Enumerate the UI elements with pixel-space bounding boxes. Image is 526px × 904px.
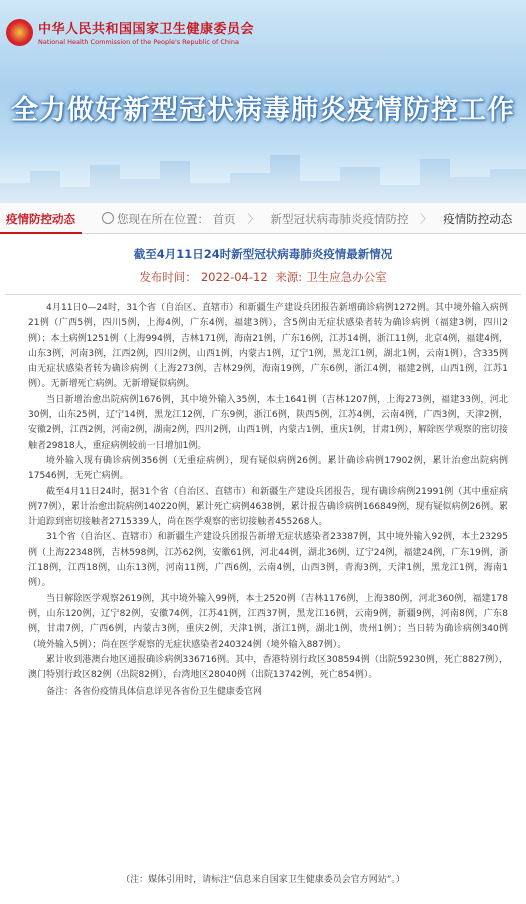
paragraph: 当日新增治愈出院病例1676例，其中境外输入35例，本土1641例（吉林1207例，上海273例，福建33例，河北30例，山东25例，辽宁14例，黑龙江12例，广东9例，浙江6例，陕西5例，江苏4例，云南4例，广西3例，天津2例，安徽2例，江西2例，河南2例，湖南2例，四川2例，山西1例，内蒙古1例，重庆1例，甘肃1例），解除医学观察的密切接触者29818人，重症病例较前一日增加1例。 xyxy=(28,394,508,451)
paragraph: 当日解除医学观察2619例，其中境外输入99例，本土2520例（吉林1176例，上海380例，河北360例，福建178例，山东120例，辽宁82例，安徽74例，江苏41例，江西37例，黑龙江16例，云南9例，新疆9例，河南8例，广东8例，甘肃7例，广西6例，内蒙古3例，重庆2例，天津1例，浙江1例，湖北1例，贵州1例）；当日转为确诊病例340例（境外输入5例）；尚在医学观察的无症状感染者240324例（境外输入887例）。 xyxy=(28,593,508,650)
national-emblem-icon xyxy=(6,19,33,46)
breadcrumb-current-link[interactable]: 疫情防控动态 xyxy=(443,212,513,226)
breadcrumb-bar xyxy=(0,203,526,234)
source-label: 来源: xyxy=(275,270,303,284)
paragraph: 截至4月11日24时，据31个省（自治区、直辖市）和新疆生产建设兵团报告，现有确诊病例21991例（其中重症病例77例），累计治愈出院病例140220例，累计死亡病例4638例，累计报告确诊病例166849例，现有疑似病例26例。累计追踪到密切接触者2715339人，尚在医学观察的密切接触者455268人。 xyxy=(28,486,508,528)
breadcrumb-topic-link[interactable]: 新型冠状病毒肺炎疫情防控 xyxy=(270,212,409,226)
citation-note: （注：媒体引用时，请标注“信息来自国家卫生健康委员会官方网站”。） xyxy=(121,875,405,885)
org-name-en: National Health Commission of the People's Republic of China xyxy=(38,38,239,46)
location-icon xyxy=(102,212,114,224)
org-name-cn: 中华人民共和国国家卫生健康委员会 xyxy=(38,22,255,37)
paragraph: 境外输入现有确诊病例356例（无重症病例），现有疑似病例26例。累计确诊病例17902例，累计治愈出院病例17546例，无死亡病例。 xyxy=(28,455,508,482)
article-title: 截至4月11日24时新型冠状病毒肺炎疫情最新情况 xyxy=(133,247,393,261)
breadcrumb-separator: 〉 xyxy=(420,212,432,226)
paragraph: 累计收到港澳台地区通报确诊病例336716例。其中，香港特别行政区308594例（出院59230例，死亡8827例），澳门特别行政区82例（出院82例），台湾地区28040例（出院13742例，死亡854例）。 xyxy=(28,654,508,681)
article-body xyxy=(0,295,526,701)
breadcrumb-home-link[interactable]: 首页 xyxy=(212,212,236,226)
banner-title: 全力做好新型冠状病毒肺炎疫情防控工作 xyxy=(11,95,515,126)
section-label: 疫情防控动态 xyxy=(6,212,75,226)
article-note: 备注：各省份疫情具体信息详见各省份卫生健康委官网 xyxy=(46,687,263,698)
source: 卫生应急办公室 xyxy=(306,270,387,284)
paragraph: 31个省（自治区、直辖市）和新疆生产建设兵团报告新增无症状感染者23387例，其中境外输入92例，本土23295例（上海22348例，吉林598例，江苏62例，安徽61例，河北44例，湖北36例，辽宁24例，福建24例，广东19例，浙江18例，江西18例，山东13例，河南11例，广西6例，云南4例，山西3例，青海3例，天津1例，黑龙江1例，海南1例）。 xyxy=(28,532,508,589)
site-header xyxy=(0,0,526,203)
breadcrumb-separator: 〉 xyxy=(247,212,259,226)
breadcrumb xyxy=(102,211,512,227)
article-meta xyxy=(0,269,526,285)
location-prefix: 您现在所在位置： xyxy=(117,212,209,226)
published-date: 2022-04-12 xyxy=(200,270,268,284)
paragraph: 4月11日0—24时，31个省（自治区、直辖市）和新疆生产建设兵团报告新增确诊病例1272例。其中境外输入病例21例（广西5例，四川5例，上海4例，广东4例，福建3例），含5例由无症状感染者转为确诊病例（福建3例，四川2例）；本土病例1251例（上海994例，吉林171例，海南21例，广东16例，江苏14例，浙江11例，北京4例，福建4例，山东3例，河南3例，江西2例，四川2例，山西1例，内蒙古1例，辽宁1例，黑龙江1例，湖北1例，云南1例），含335例由无症状感染者转为确诊病例（上海273例，吉林29例，海南19例，广东6例，浙江4例，福建2例，山西1例，江苏1例）。无新增死亡病例。无新增疑似病例。 xyxy=(28,303,508,390)
published-label: 发布时间： xyxy=(139,270,197,284)
